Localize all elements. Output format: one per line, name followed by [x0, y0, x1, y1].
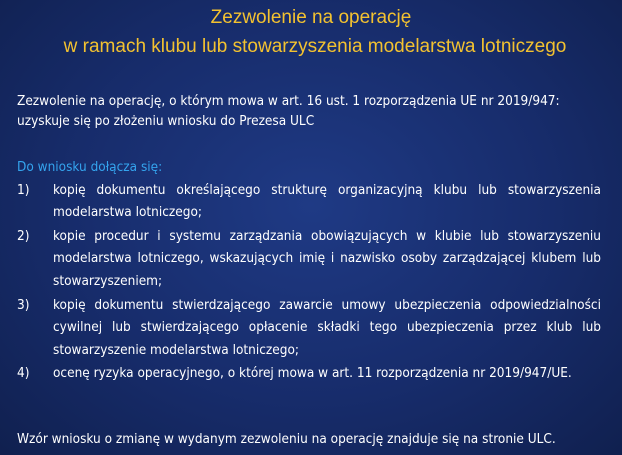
list-item-line: stowarzyszenie modelarstwa lotniczego;	[53, 342, 299, 358]
intro-line-1: Zezwolenie na operację, o którym mowa w art. 16 ust. 1 rozporządzenia UE nr 2019/947:	[17, 93, 560, 109]
list-item-number: 3)	[17, 297, 30, 313]
list-item-line: modelarstwa lotniczego, wskazujących imię i nazwisko osoby zarządzającej klubem lub	[53, 250, 601, 266]
list-item-line: kopię dokumentu określającego strukturę organizacyjną klubu lub stowarzyszenia	[53, 182, 601, 198]
slide-title-line-1: Zezwolenie na operację	[210, 7, 412, 28]
list-item-number: 4)	[17, 365, 30, 381]
list-item-line: ocenę ryzyka operacyjnego, o której mowa w art. 11 rozporządzenia nr 2019/947/UE.	[53, 365, 572, 381]
list-item-line: cywilnej lub stwierdzającego opłacenie składki tego ubezpieczenia przez klub lub	[53, 319, 601, 335]
list-item-line: modelarstwa lotniczego;	[53, 204, 202, 220]
footer-note: Wzór wniosku o zmianę w wydanym zezwoleniu na operację znajduje się na stronie ULC.	[17, 431, 556, 447]
attachments-heading: Do wniosku dołącza się:	[17, 159, 163, 175]
list-item-number: 2)	[17, 228, 30, 244]
list-item-line: kopie procedur i systemu zarządzania obowiązujących w klubie lub stowarzyszeniu	[53, 228, 601, 244]
list-item-number: 1)	[17, 182, 30, 198]
slide-title-line-2: w ramach klubu lub stowarzyszenia modelarstwa lotniczego	[63, 36, 567, 57]
intro-line-2: uzyskuje się po złożeniu wniosku do Prezesa ULC	[17, 113, 315, 129]
list-item-line: stowarzyszeniem;	[53, 273, 163, 289]
list-item-line: kopię dokumentu stwierdzającego zawarcie umowy ubezpieczenia odpowiedzialności	[53, 297, 601, 313]
